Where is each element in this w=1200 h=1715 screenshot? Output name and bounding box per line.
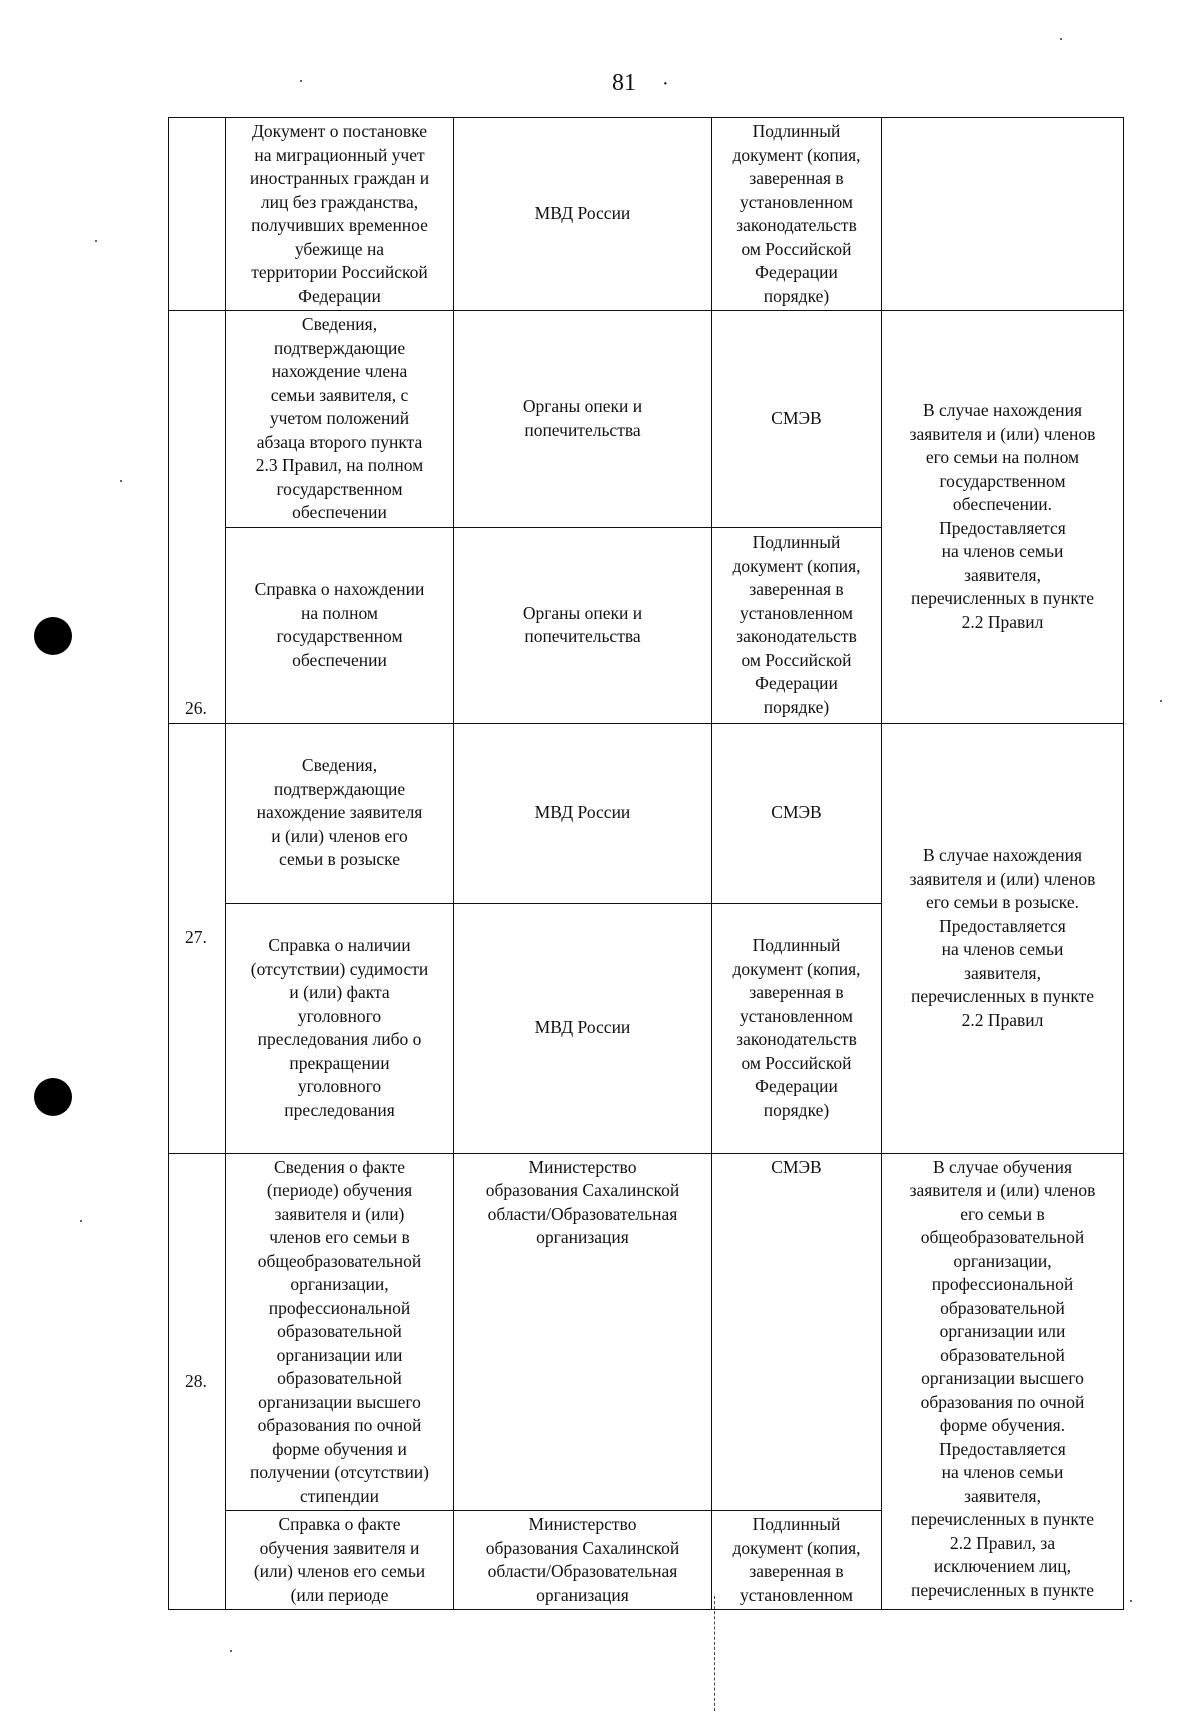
punch-hole bbox=[34, 1078, 72, 1116]
table-row bbox=[169, 311, 1124, 528]
scan-speck bbox=[1060, 38, 1062, 40]
table-row bbox=[169, 723, 1124, 903]
scan-speck bbox=[1160, 700, 1162, 702]
document-cell: Документ о постановке на миграционный учет иностранных граждан и лиц без гражданства, получивших временное убежище на территории Российской Федерации bbox=[226, 118, 454, 311]
documents-table bbox=[168, 117, 1124, 1610]
table-row bbox=[169, 118, 1124, 311]
source-cell: МВД России bbox=[454, 903, 712, 1153]
form-cell: Подлинный документ (копия, заверенная в установленном законодательств ом Российской Федерации порядке) bbox=[712, 903, 882, 1153]
form-cell: СМЭВ bbox=[712, 1153, 882, 1511]
document-cell: Сведения, подтверждающие нахождение члена семьи заявителя, с учетом положений абзаца второго пункта 2.3 Правил, на полном государственном обеспечении bbox=[226, 311, 454, 528]
row-number: 28. bbox=[169, 1153, 226, 1610]
source-cell: Органы опеки и попечительства bbox=[454, 527, 712, 723]
document-cell: Сведения, подтверждающие нахождение заявителя и (или) членов его семьи в розыске bbox=[226, 723, 454, 903]
document-cell: Сведения о факте (периоде) обучения заявителя и (или) членов его семьи в общеобразовательной организации, профессиональной образовательной организации или образовательной организации высшего образования по очной форме обучения и получении (отсутствии) стипендии bbox=[226, 1153, 454, 1511]
source-cell: Органы опеки и попечительства bbox=[454, 311, 712, 528]
form-cell: Подлинный документ (копия, заверенная в установленном законодательств ом Российской Федерации порядке) bbox=[712, 118, 882, 311]
row-number bbox=[169, 118, 226, 311]
row-number: 26. bbox=[169, 311, 226, 724]
scan-speck bbox=[95, 240, 97, 242]
scan-speck bbox=[120, 480, 122, 482]
source-cell: МВД России bbox=[454, 118, 712, 311]
note-cell: В случае нахождения заявителя и (или) членов его семьи в розыске. Предоставляется на членов семьи заявителя, перечисленных в пункте 2.2 Правил bbox=[882, 723, 1124, 1153]
form-cell: Подлинный документ (копия, заверенная в установленном законодательств ом Российской Федерации порядке) bbox=[712, 527, 882, 723]
scan-speck bbox=[1130, 1600, 1132, 1602]
document-cell: Справка о факте обучения заявителя и (или) членов его семьи (или периоде bbox=[226, 1511, 454, 1610]
document-cell: Справка о нахождении на полном государственном обеспечении bbox=[226, 527, 454, 723]
form-cell: СМЭВ bbox=[712, 723, 882, 903]
scan-speck bbox=[300, 80, 302, 82]
page-number: 81 · bbox=[612, 70, 669, 97]
form-cell: Подлинный документ (копия, заверенная в установленном bbox=[712, 1511, 882, 1610]
scan-dashed-rule bbox=[714, 1596, 715, 1711]
form-cell: СМЭВ bbox=[712, 311, 882, 528]
row-number: 27. bbox=[169, 723, 226, 1153]
table-row bbox=[169, 1153, 1124, 1511]
note-cell bbox=[882, 118, 1124, 311]
note-cell: В случае обучения заявителя и (или) членов его семьи в общеобразовательной организации, профессиональной образовательной организации или образовательной организации высшего образования по очной форме обучения. Предоставляется на членов семьи заявителя, перечисленных в пункте 2.2 Правил, за исключением лиц, перечисленных в пункте bbox=[882, 1153, 1124, 1610]
source-cell: МВД России bbox=[454, 723, 712, 903]
document-cell: Справка о наличии (отсутствии) судимости и (или) факта уголовного преследования либо о прекращении уголовного преследования bbox=[226, 903, 454, 1153]
scan-speck bbox=[80, 1220, 82, 1222]
note-cell: В случае нахождения заявителя и (или) членов его семьи на полном государственном обеспечении. Предоставляется на членов семьи заявителя, перечисленных в пункте 2.2 Правил bbox=[882, 311, 1124, 724]
source-cell: Министерство образования Сахалинской области/Образовательная организация bbox=[454, 1153, 712, 1511]
source-cell: Министерство образования Сахалинской области/Образовательная организация bbox=[454, 1511, 712, 1610]
scan-speck bbox=[230, 1650, 232, 1652]
punch-hole bbox=[34, 617, 72, 655]
